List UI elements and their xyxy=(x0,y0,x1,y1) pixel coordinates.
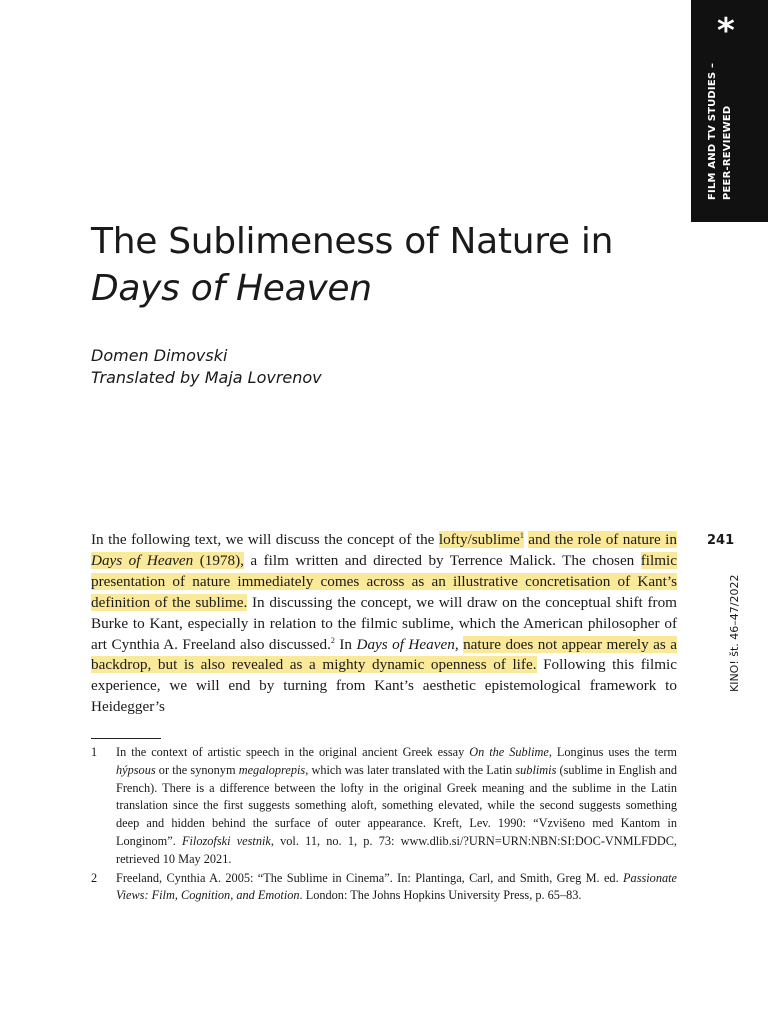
section-label-line2: PEER-REVIEWED xyxy=(722,105,733,200)
text-run: , which was later translated with the Latin xyxy=(305,762,516,777)
film-title: Days of Heaven xyxy=(91,551,194,569)
text-run: (sublime in English and French). There is a difference between the lofty in the original Greek meaning and the sublime in the Latin translation since the first suggests something aloft, something elevated, while the second suggests something deep and hidden behind the surface of outer appearance. Kreft, Lev. 1990: “Vzvišeno med Kantom in Longinom”. xyxy=(116,762,677,848)
section-label-line1: FILM AND TV STUDIES – xyxy=(707,62,718,200)
footnote-2 xyxy=(91,870,677,906)
footnote-number: 2 xyxy=(91,870,98,885)
highlight: filmic presentation of nature immediately comes across as an illustrative concretisation of Kant’s definition of the sublime. xyxy=(91,551,677,611)
text-run: or the synonym xyxy=(155,762,239,777)
text-run: lofty/sublime xyxy=(438,531,520,548)
film-title: Days of Heaven xyxy=(356,635,455,653)
journal-reference: KINO! št. 46–47/2022 xyxy=(728,574,741,692)
footnote-ref-2[interactable]: 2 xyxy=(330,635,335,645)
author-name: Domen Dimovski xyxy=(91,346,228,365)
footnote-number: 1 xyxy=(91,745,98,759)
footnotes xyxy=(91,744,677,906)
article-title-line1: The Sublimeness of Nature in xyxy=(91,221,614,262)
body-paragraph xyxy=(91,530,677,718)
text-run: , xyxy=(454,635,464,653)
article-title xyxy=(91,218,613,312)
highlight: nature does not appear merely as a backdrop, but is also revealed as a mighty dynamic openness of life. xyxy=(91,635,678,674)
highlight xyxy=(439,531,524,548)
page-number: 241 xyxy=(707,533,735,548)
footnote-1 xyxy=(91,744,677,869)
text-run: In xyxy=(334,635,357,653)
text-run: Passionate Views: Film, Cognition, and Emotion xyxy=(116,870,677,903)
text-run: Following this filmic experience, we will end by turning from Kant’s aesthetic epistemological framework to Heidegger’s xyxy=(91,656,677,716)
text-run: On the Sublime xyxy=(469,745,549,759)
text-run: sublimis xyxy=(515,762,557,777)
text-run: In discussing the concept, we will draw on the conceptual shift from Burke to Kant, especially in relation to the filmic sublime, which the American philosopher of art Cynthia A. Freeland also discussed. xyxy=(91,593,677,653)
translator-name: Translated by Maja Lovrenov xyxy=(91,368,322,387)
text-run: and the role of nature in xyxy=(528,531,677,548)
text-run: In the following text, we will discuss the concept of the xyxy=(91,531,439,548)
asterisk-icon: * xyxy=(717,11,735,51)
text-run: , vol. 11, no. 1, p. 73: www.dlib.si/?URN=URN:NBN:SI:DOC-VNMLFDDC, retrieved 10 May 2021. xyxy=(116,833,677,866)
text-run: . London: The Johns Hopkins University Press, p. 65–83. xyxy=(299,888,582,903)
byline xyxy=(91,345,322,389)
article-title-line2: Days of Heaven xyxy=(91,268,372,309)
text-run: Filozofski vestnik xyxy=(181,833,271,848)
text-run: a film written and directed by Terrence Malick. The chosen xyxy=(243,551,641,569)
text-run: (1978), xyxy=(193,551,244,569)
text-run: hýpsous xyxy=(116,762,156,777)
section-tab xyxy=(691,0,768,222)
section-label xyxy=(705,63,735,200)
text-run: megaloprepis xyxy=(238,762,306,777)
text-run: In the context of artistic speech in the original ancient Greek essay xyxy=(116,745,470,759)
footnote-ref-1[interactable]: 1 xyxy=(519,530,524,540)
footnote-divider xyxy=(91,738,161,739)
text-run: , Longinus uses the term xyxy=(548,745,677,759)
body-text xyxy=(91,530,677,718)
text-run: Freeland, Cynthia A. 2005: “The Sublime in Cinema”. In: Plantinga, Carl, and Smith, Greg M. ed. xyxy=(116,870,624,885)
